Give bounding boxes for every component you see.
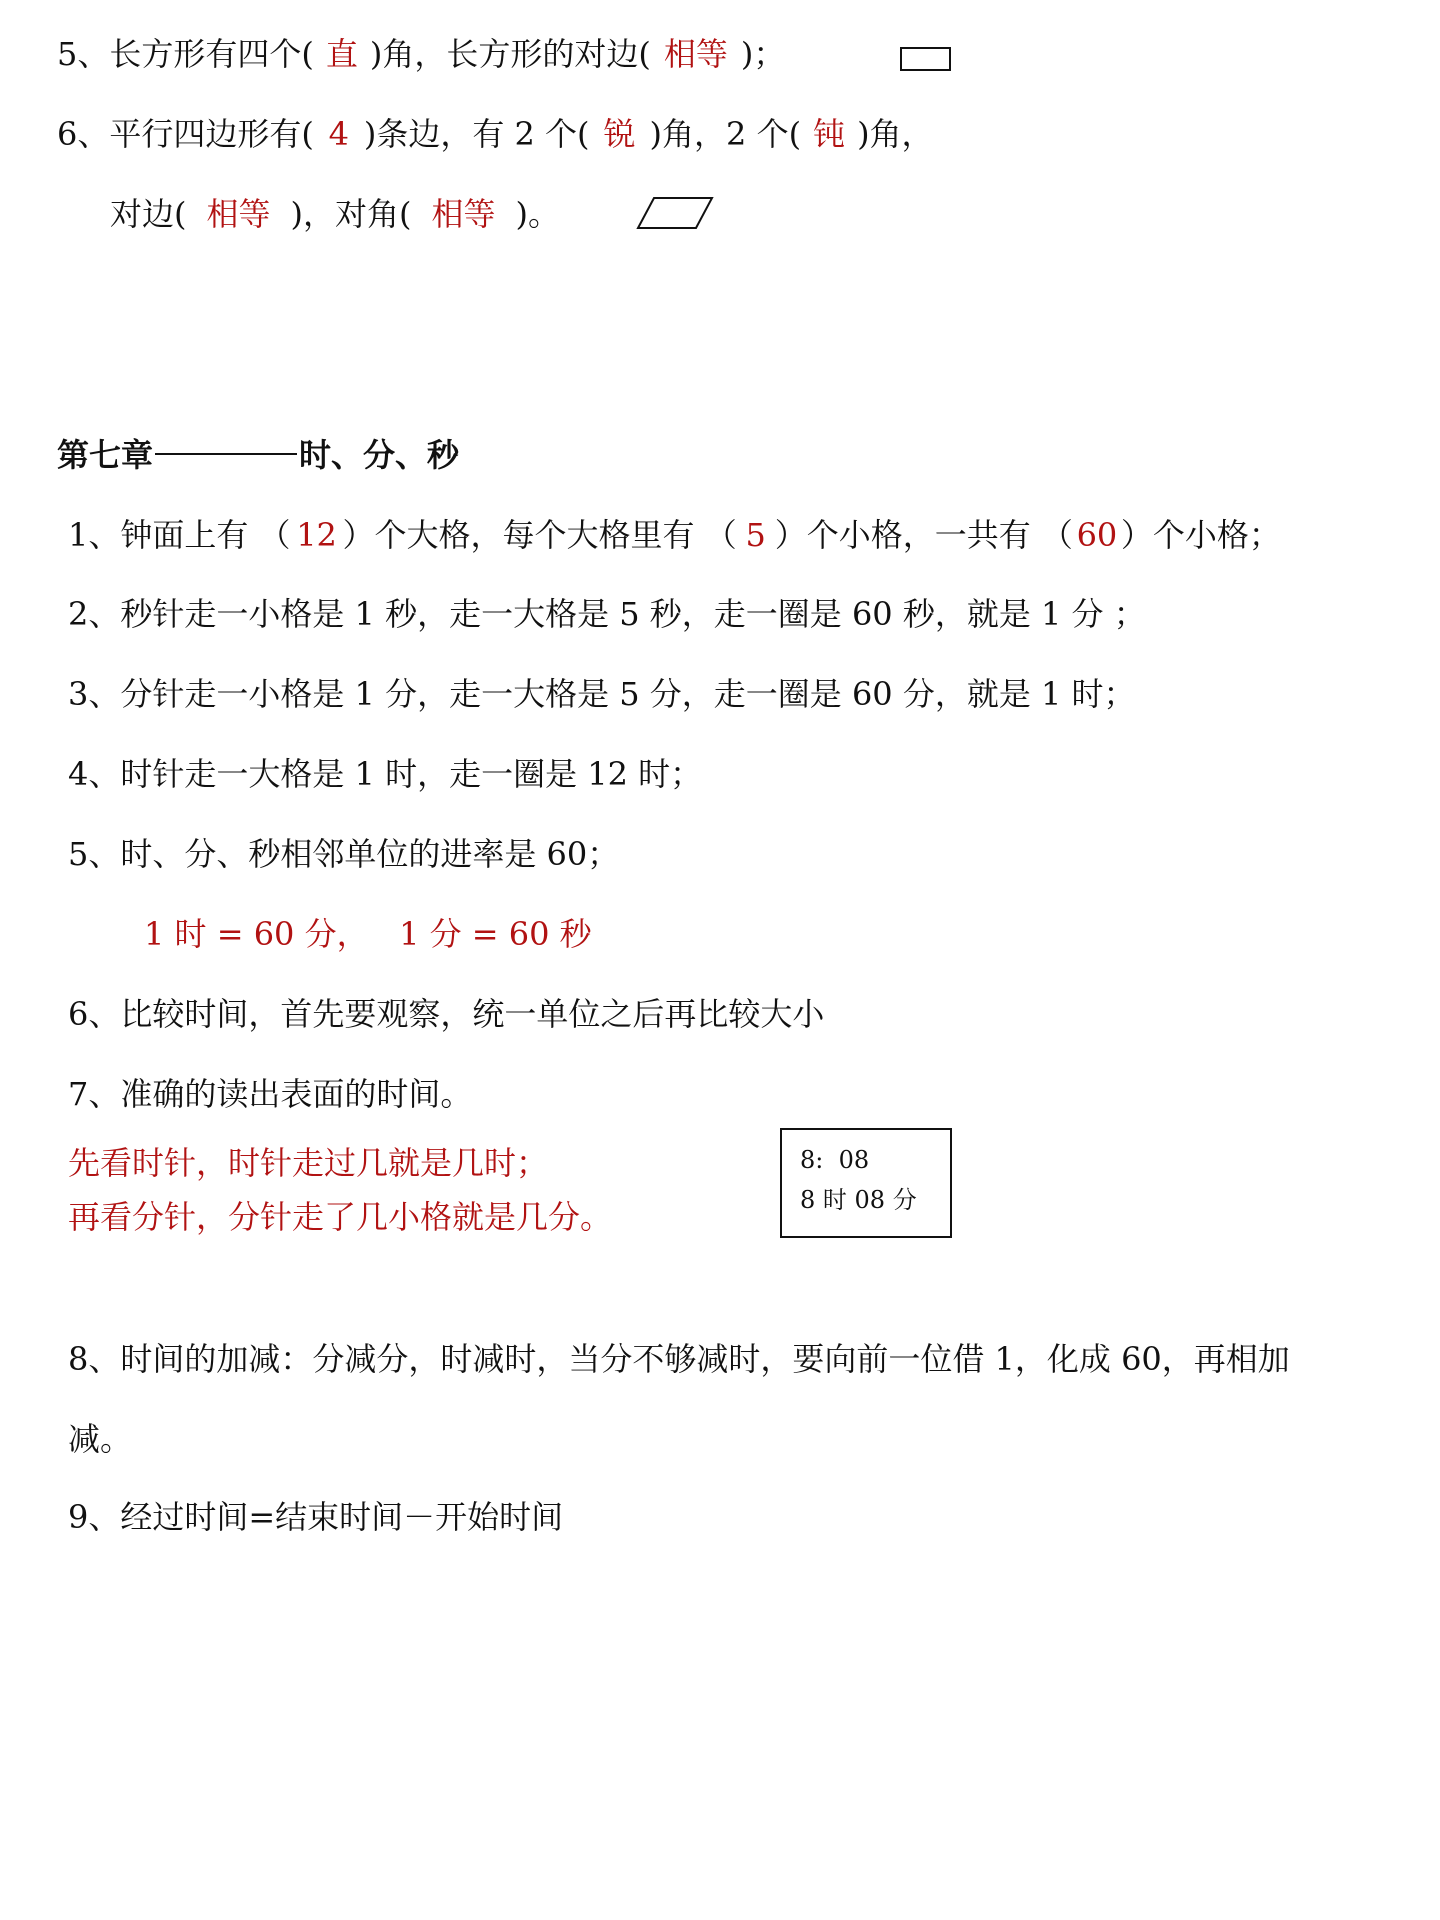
read-hour-tip: 先看时针，时针走过几就是几时；	[68, 1144, 549, 1182]
unit-rate-line: 5、时、分、秒相邻单位的进率是 60；	[68, 835, 620, 873]
time-arithmetic-line-2: 减。	[68, 1420, 133, 1458]
answer-blank: 60	[1076, 516, 1118, 554]
compare-time-line: 6、比较时间，首先要观察，统一单位之后再比较大小	[68, 995, 825, 1033]
time-example-box	[780, 1128, 952, 1238]
parallelogram-fact-line-1: 6、平行四边形有( 4 )条边，有 2 个( 锐 )角，2 个( 钝 )角，	[57, 115, 934, 153]
answer-blank: 钝	[813, 115, 846, 153]
rectangle-fact-line: 5、长方形有四个( 直 )角，长方形的对边( 相等 )；	[57, 35, 786, 73]
read-minute-tip: 再看分针，分针走了几小格就是几分。	[68, 1198, 613, 1236]
chapter-dash	[155, 453, 297, 455]
time-in-words: 8 时 08 分	[800, 1186, 917, 1214]
answer-blank: 4	[328, 115, 350, 153]
rectangle-shape	[900, 47, 951, 71]
answer-blank: 12	[296, 516, 337, 554]
answer-blank: 相等	[431, 195, 496, 233]
time-arithmetic-line-1: 8、时间的加减：分减分，时减时，当分不够减时，要向前一位借 1，化成 60，再相加	[68, 1340, 1290, 1378]
parallelogram-fact-line-2: 对边( 相等 )，对角( 相等 )。	[110, 195, 560, 233]
second-hand-line: 2、秒针走一小格是 1 秒，走一大格是 5 秒，走一圈是 60 秒，就是 1 分 ；	[68, 595, 1146, 633]
parallelogram-shape	[636, 196, 714, 230]
hour-hand-line: 4、时针走一大格是 1 时，走一圈是 12 时；	[68, 755, 703, 793]
chapter-title: 第七章 时、分、秒	[57, 436, 460, 474]
minute-hand-line: 3、分针走一小格是 1 分，走一大格是 5 分，走一圈是 60 分，就是 1 时；	[68, 675, 1136, 713]
answer-blank: 5	[745, 516, 766, 554]
elapsed-time-line: 9、经过时间=结束时间－开始时间	[68, 1498, 564, 1536]
read-time-line: 7、准确的读出表面的时间。	[68, 1075, 473, 1113]
clock-face-line: 1、钟面上有 （ 12 ）个大格，每个大格里有 （ 5 ）个小格，一共有 （ 60 ）个小格；	[68, 516, 1281, 554]
digital-time: 8: 08	[800, 1146, 870, 1174]
unit-formula: 1 时 = 60 分， 1 分 = 60 秒	[144, 915, 592, 953]
answer-blank: 相等	[206, 195, 271, 233]
answer-blank: 相等	[663, 35, 728, 73]
answer-blank: 直	[325, 35, 358, 73]
answer-blank: 锐	[603, 115, 636, 153]
